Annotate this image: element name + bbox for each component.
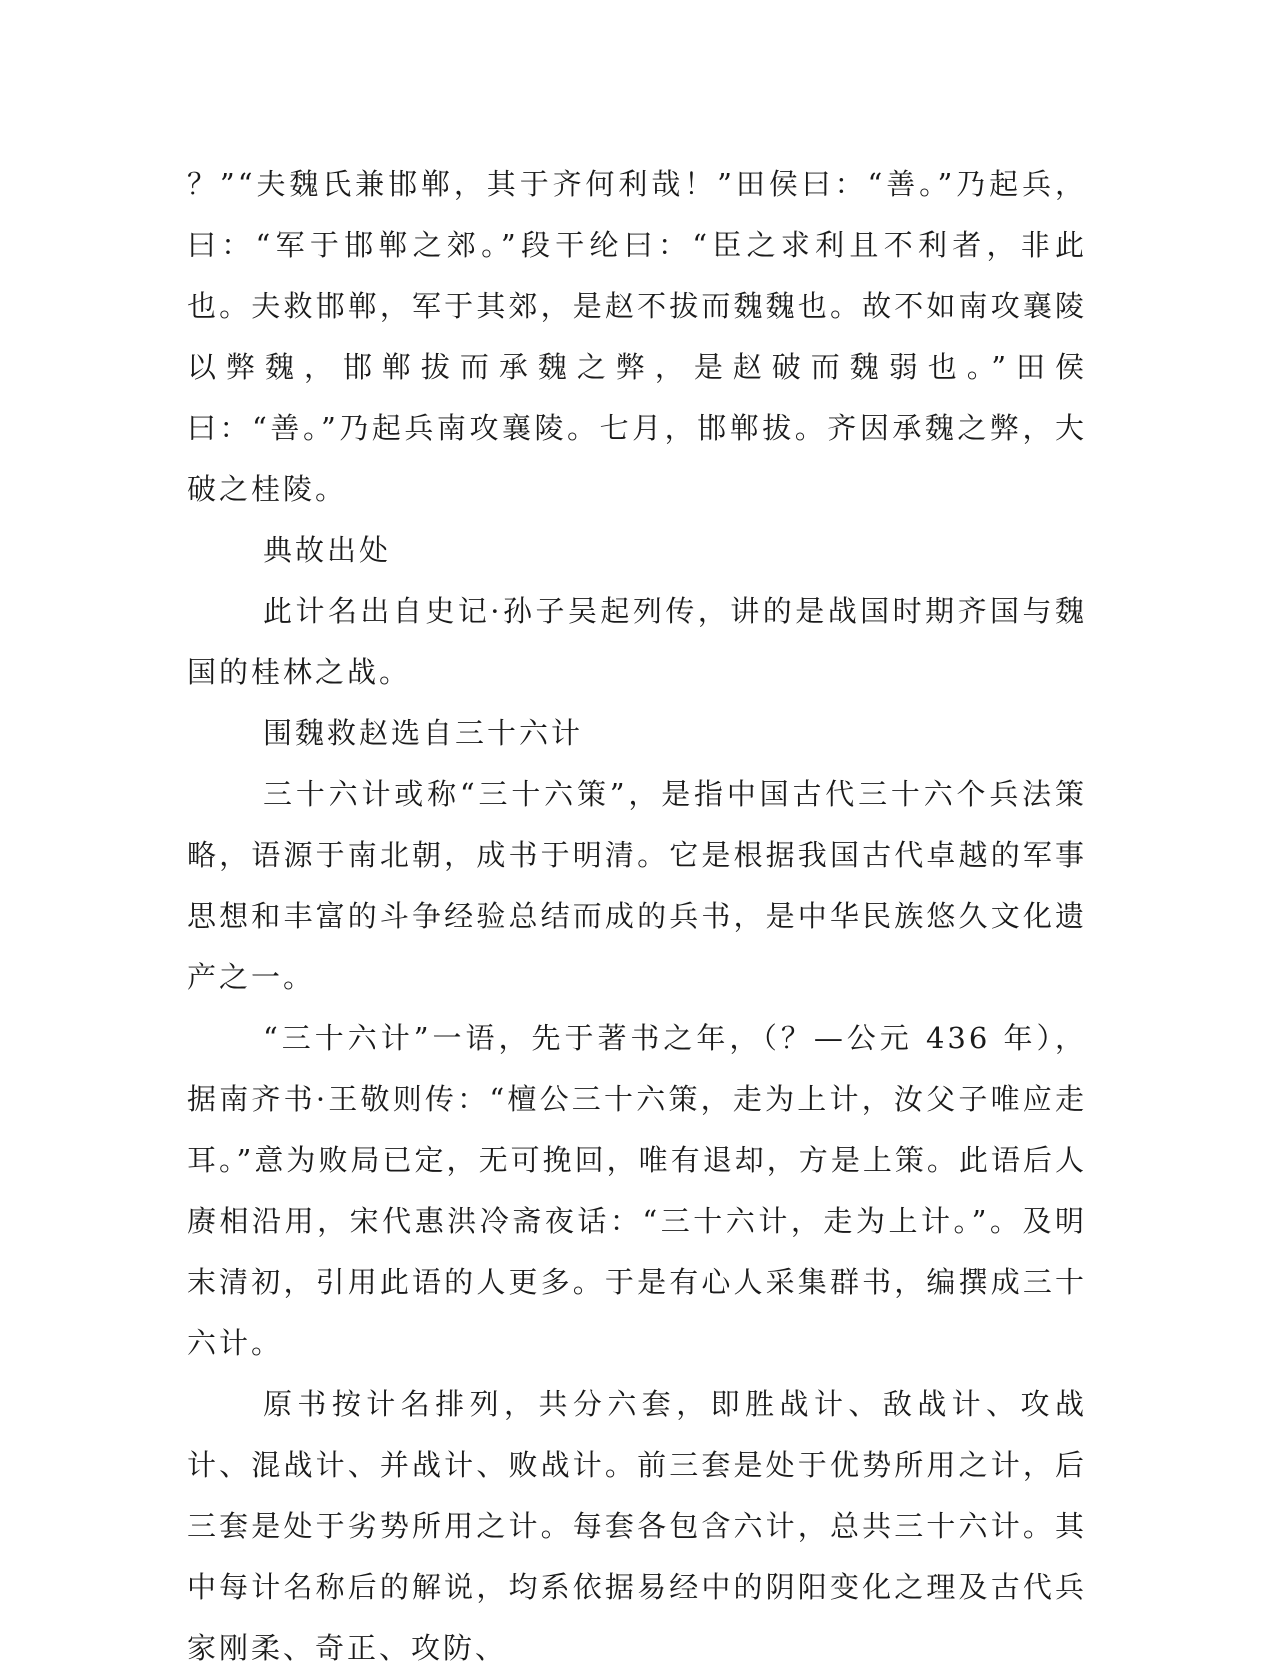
paragraph-structure: 原书按计名排列，共分六套，即胜战计、敌战计、攻战计、混战计、并战计、败战计。前三套是处于优势所用之计，后三套是处于劣势所用之计。每套各包含六计，总共三十六计。其中每计名称后的解说，均系依据易经中的阴阳变化之理及古代兵家刚柔、奇正、攻防、: [187, 1387, 1087, 1665]
heading-selection: 围魏救赵选自三十六计: [263, 716, 584, 750]
paragraph-intro: 三十六计或称“三十六策”，是指中国古代三十六个兵法策略，语源于南北朝，成书于明清。它是根据我国古代卓越的军事思想和丰富的斗争经验总结而成的兵书，是中华民族悠久文化遗产之一。: [187, 777, 1087, 994]
paragraph-origin: “三十六计”一语，先于著书之年，（？—公元 436 年），据南齐书·王敬则传：“檀公三十六策，走为上计，汝父子唯应走耳。”意为败局已定，无可挽回，唯有退却，方是上策。此语后人赓相沿用，宋代惠洪冷斋夜话：“三十六计，走为上计。”。及明末清初，引用此语的人更多。于是有心人采集群书，编撰成三十六计。: [187, 1021, 1087, 1360]
paragraph-continuation: ？”“夫魏氏兼邯郸，其于齐何利哉！”田侯曰：“善。”乃起兵，曰：“军于邯郸之郊。”段干纶曰：“臣之求利且不利者，非此也。夫救邯郸，军于其郊，是赵不拔而魏魏也。故不如南攻襄陵以弊魏，邯郸拔而承魏之弊，是赵破而魏弱也。”田侯曰：“善。”乃起兵南攻襄陵。七月，邯郸拔。齐因承魏之弊，大破之桂陵。: [187, 167, 1087, 506]
heading-source: 典故出处: [263, 533, 392, 567]
document-body: [187, 154, 1087, 1679]
paragraph-source: 此计名出自史记·孙子吴起列传，讲的是战国时期齐国与魏国的桂林之战。: [187, 594, 1087, 689]
